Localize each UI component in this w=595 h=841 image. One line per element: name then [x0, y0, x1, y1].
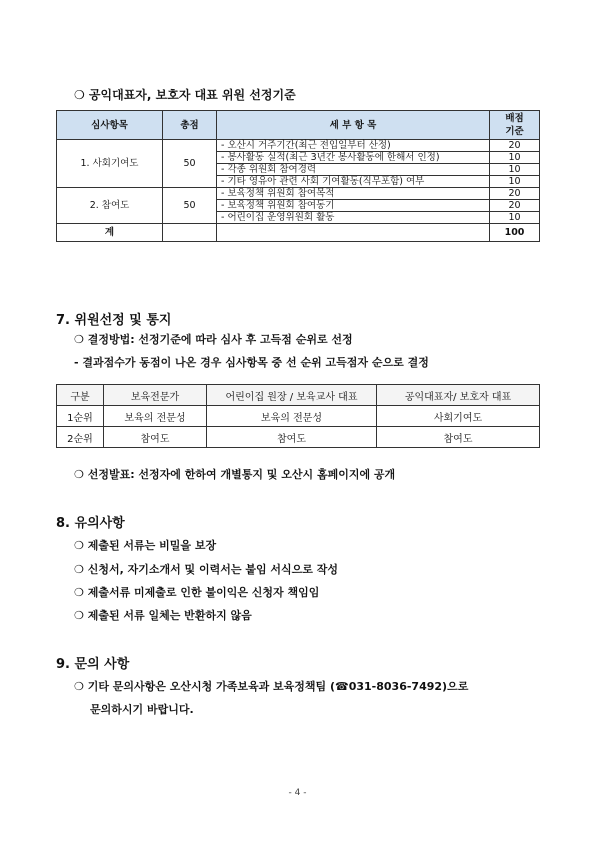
score-cell: 10: [490, 212, 540, 224]
header-cell: 어린이집 원장 / 보육교사 대표: [207, 385, 377, 406]
table-cell: 1순위: [57, 406, 104, 427]
selection-method: ❍ 결정방법: 선정기준에 따라 심사 후 고득점 순위로 선정: [74, 333, 353, 346]
table-cell: 보육의 전문성: [104, 406, 207, 427]
detail-cell: - 봉사활동 실적(최근 3년간 봉사활동에 한해서 인정): [217, 152, 490, 164]
criteria-table: [56, 110, 540, 242]
score-cell: 20: [490, 188, 540, 200]
table-cell: 참여도: [207, 427, 377, 448]
total-cell: 50: [163, 140, 217, 188]
score-cell: 10: [490, 176, 540, 188]
inquiry-line: ❍ 기타 문의사항은 오산시청 가족보육과 보육정책팀 (☎031-8036-7492)으로: [74, 680, 469, 693]
table-row: [57, 427, 540, 448]
section7-heading: 7. 위원선정 및 통지: [56, 313, 172, 328]
detail-cell: - 보육정책 위원회 참여동기: [217, 200, 490, 212]
score-cell: 10: [490, 164, 540, 176]
priority-table: [56, 384, 540, 448]
table-cell: 참여도: [104, 427, 207, 448]
total-cell: 50: [163, 188, 217, 224]
criteria-heading: ❍ 공익대표자, 보호자 대표 위원 선정기준: [74, 88, 296, 102]
section9-heading: 9. 문의 사항: [56, 657, 130, 672]
header-cell: 심사항목: [57, 111, 163, 140]
item-cell: 1. 사회기여도: [57, 140, 163, 188]
priority-table-header: [57, 385, 540, 406]
list-item: ❍ 제출된 서류는 비밀을 보장: [74, 539, 217, 552]
header-cell: 공익대표자/ 보호자 대표: [377, 385, 540, 406]
header-cell: 보육전문가: [104, 385, 207, 406]
score-cell: 10: [490, 152, 540, 164]
header-cell: 구분: [57, 385, 104, 406]
item-cell: 2. 참여도: [57, 188, 163, 224]
list-item: ❍ 신청서, 자기소개서 및 이력서는 붙임 서식으로 작성: [74, 563, 338, 576]
page-number: - 4 -: [288, 788, 307, 798]
announcement: ❍ 선정발표: 선정자에 한하여 개별통지 및 오산시 홈페이지에 공개: [74, 468, 396, 481]
empty-cell: [163, 224, 217, 242]
table-cell: 사회기여도: [377, 406, 540, 427]
empty-cell: [217, 224, 490, 242]
detail-cell: - 기타 영유아 관련 사회 기여활동(직무포함) 여부: [217, 176, 490, 188]
header-cell: 총점: [163, 111, 217, 140]
table-row: [57, 140, 540, 152]
header-cell: 세 부 항 목: [217, 111, 490, 140]
list-item: ❍ 제출서류 미제출로 인한 불이익은 신청자 책임임: [74, 586, 320, 599]
tie-rule: - 결과점수가 동점이 나온 경우 심사항목 중 선 순위 고득점자 순으로 결정: [74, 356, 429, 369]
table-cell: 참여도: [377, 427, 540, 448]
detail-cell: - 어린이집 운영위원회 활동: [217, 212, 490, 224]
total-label: 계: [57, 224, 163, 242]
table-cell: 보육의 전문성: [207, 406, 377, 427]
total-score: 100: [490, 224, 540, 242]
score-cell: 20: [490, 200, 540, 212]
table-cell: 2순위: [57, 427, 104, 448]
section8-heading: 8. 유의사항: [56, 516, 125, 531]
detail-cell: - 보육정책 위원회 참여목적: [217, 188, 490, 200]
score-cell: 20: [490, 140, 540, 152]
table-row: [57, 406, 540, 427]
list-item: ❍ 제출된 서류 일체는 반환하지 않음: [74, 609, 252, 622]
total-row: [57, 224, 540, 242]
header-cell: 배점 기준: [490, 111, 540, 140]
inquiry-line: 문의하시기 바랍니다.: [90, 703, 194, 716]
table-row: [57, 188, 540, 200]
detail-cell: - 각종 위원회 참여경력: [217, 164, 490, 176]
criteria-table-header: [57, 111, 540, 140]
detail-cell: - 오산시 거주기간(최근 전입일부터 산정): [217, 140, 490, 152]
